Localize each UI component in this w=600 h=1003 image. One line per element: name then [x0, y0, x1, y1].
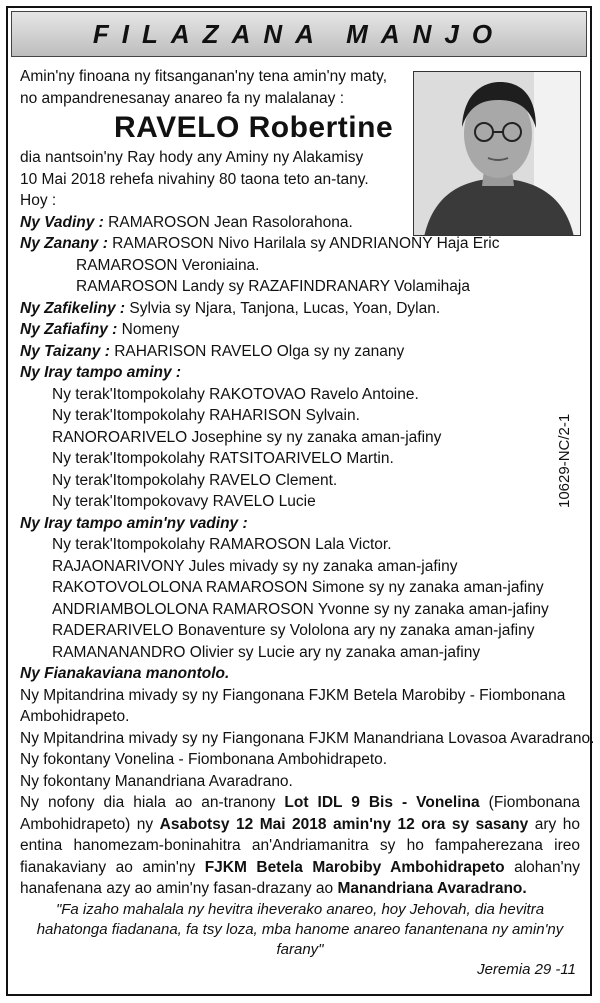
others-line: Ambohidrapeto. [20, 708, 130, 725]
list-item: RADERARIVELO Bonaventure sy Vololona ary ny zanaka aman-jafiny [52, 622, 535, 639]
deceased-name: RAVELO Robertine [114, 111, 394, 144]
iray-tampo-aminy-label: Ny Iray tampo aminy : [20, 364, 182, 381]
zanany-text: RAMAROSON Nivo Harilala sy ANDRIANONY Haja Eric [112, 235, 500, 252]
others-line: Ny fokontany Vonelina - Fiombonana Ambohidrapeto. [20, 751, 388, 768]
list-item: RAKOTOVOLOLONA RAMAROSON Simone sy ny zanaka aman-jafiny [52, 579, 544, 596]
zanany-label: Ny Zanany : [20, 235, 108, 252]
zafiafiny-row [20, 319, 580, 341]
reference-code: 10629-NC/2-1 [556, 413, 573, 508]
zanany-row [20, 233, 580, 255]
funeral-text: (Fiombonana Ambohidrapeto) ny [20, 794, 580, 833]
bible-citation: Jeremia 29 -11 [477, 960, 576, 978]
list-item: Ny terak'Itompokolahy RAVELO Clement. [52, 471, 338, 489]
funeral-address: Lot IDL 9 Bis - Vonelina [284, 794, 480, 811]
death-notice-line: 10 Mai 2018 rehefa nivahiny 80 taona teto an-tany. [20, 170, 369, 188]
zafikeliny-label: Ny Zafikeliny : [20, 299, 126, 317]
intro-line: Amin'ny finoana ny fitsanganan'ny tena amin'ny maty, [20, 68, 388, 85]
funeral-text: Ny nofony dia hiala ao an-tranony [20, 794, 285, 811]
death-notice-line: dia nantsoin'ny Ray hody any Aminy ny Alakamisy [20, 149, 364, 166]
funeral-church: FJKM Betela Marobiby Ambohidrapeto [204, 858, 505, 876]
zafikeliny-text: Sylvia sy Njara, Tanjona, Lucas, Yoan, Dylan. [129, 299, 441, 317]
list-item: RAMANANANDRO Olivier sy Lucie ary ny zanaka aman-jafiny [52, 643, 481, 661]
vadiny-text: RAMAROSON Jean Rasolorahona. [108, 213, 353, 231]
list-item: RAJAONARIVONY Jules mivady sy ny zanaka aman-jafiny [52, 557, 458, 575]
taizany-text: RAHARISON RAVELO Olga sy ny zanany [114, 342, 405, 360]
list-item: Ny terak'Itompokolahy RAKOTOVAO Ravelo Antoine. [52, 385, 419, 403]
notice-body [20, 66, 595, 980]
others-line: Ny Mpitandrina mivady sy ny Fiangonana FJKM Betela Marobiby - Fiombonana [20, 686, 566, 704]
funeral-date: Asabotsy 12 Mai 2018 amin'ny 12 ora sy sasany [159, 815, 529, 833]
list-item: Ny terak'Itompokovavy RAVELO Lucie [52, 493, 316, 510]
iray-tampo-vadiny-label: Ny Iray tampo amin'ny vadiny : [20, 514, 248, 532]
zanany-line: RAMAROSON Veroniaina. [76, 256, 260, 274]
funeral-burial-place: Manandriana Avaradrano. [337, 880, 527, 897]
death-notice-line: Hoy : [20, 192, 57, 209]
list-item: RANOROARIVELO Josephine sy ny zanaka aman-jafiny [52, 428, 442, 446]
funeral-text: alohan'ny hanafenana azy ao amin'ny fasan-drazany ao [20, 858, 580, 897]
intro-line: no ampandrenesanay anareo fa ny malalanay : [20, 89, 344, 107]
list-item: Ny terak'Itompokolahy RATSITOARIVELO Martin. [52, 450, 394, 467]
taizany-label: Ny Taizany : [20, 342, 110, 360]
header-banner [11, 11, 587, 57]
vadiny-row [20, 212, 580, 234]
funeral-details [20, 792, 580, 900]
zafiafiny-label: Ny Zafiafiny : [20, 321, 118, 338]
others-line: Ny fokontany Manandriana Avaradrano. [20, 772, 293, 790]
vadiny-label: Ny Vadiny : [20, 213, 104, 231]
header-title: FILAZANA MANJO [92, 18, 506, 49]
obituary-notice [6, 6, 595, 996]
taizany-row [20, 341, 580, 363]
others-line: Ny Mpitandrina mivady sy ny Fiangonana FJKM Manandriana Lovasoa Avaradrano. [20, 729, 595, 747]
list-item: Ny terak'Itompokolahy RAHARISON Sylvain. [52, 407, 360, 424]
zanany-line: RAMAROSON Landy sy RAZAFINDRANARY Volamihaja [76, 278, 470, 295]
list-item: ANDRIAMBOLOLONA RAMAROSON Yvonne sy ny zanaka aman-jafiny [52, 600, 549, 618]
fianakaviana-label: Ny Fianakaviana manontolo. [20, 665, 230, 682]
funeral-text: ary ho entina hanomezam-boninahitra an'Andriamanitra sy ho fampaherezana ireo fianakaviany ao amin'ny [20, 815, 580, 876]
zafikeliny-row [20, 298, 580, 320]
bible-quote: "Fa izaho mahalala ny hevitra iheverako anareo, hoy Jehovah, dia hevitra hahatonga fiadanana, fa tsy loza, mba hanome anareo fanantenana ny amin'ny farany" [36, 900, 564, 958]
list-item: Ny terak'Itompokolahy RAMAROSON Lala Victor. [52, 536, 392, 553]
zafiafiny-text: Nomeny [121, 321, 180, 338]
